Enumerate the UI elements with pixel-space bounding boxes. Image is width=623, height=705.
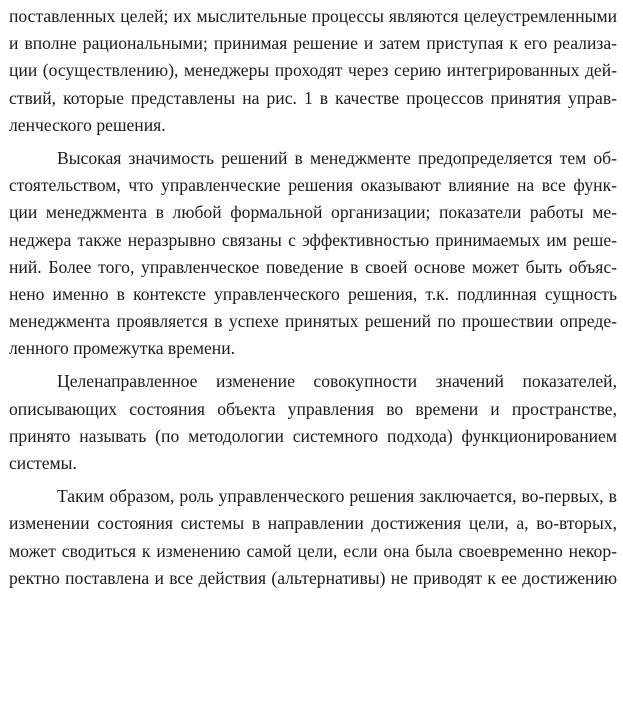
paragraph-1 (9, 3, 617, 139)
text-line: ствий, которые представлены на рис. 1 в качестве процессов принятия управ- (9, 87, 617, 108)
text-line: ции (осуществлению), менеджеры проходят через серию интегрированных дей- (9, 60, 617, 81)
text-line: неджера также неразрывно связаны с эффективностью принимаемых им реше- (9, 229, 617, 250)
text-line: изменении состояния системы в направлении достижения цели, а, во-вторых, (9, 513, 617, 534)
text-line: менеджмента проявляется в успехе принятых решений по прошествии опреде- (9, 311, 617, 332)
text-line: описывающих состояния объекта управления во времени и пространстве, (9, 398, 617, 419)
text-line: системы. (9, 453, 77, 473)
text-line: может сводиться к изменению самой цели, если она была своевременно некор- (9, 540, 617, 561)
paragraph-4 (9, 483, 617, 592)
text-line: ции менеджмента в любой формальной организации; показатели работы ме- (9, 202, 617, 223)
paragraph-2 (9, 145, 617, 363)
text-line: поставленных целей; их мыслительные процессы являются целеустремленными (9, 6, 617, 26)
text-line: Высокая значимость решений в менеджменте предопределяется тем об- (57, 147, 617, 168)
text-line: ленческого решения. (9, 114, 166, 135)
text-line: Целенаправленное изменение совокупности значений показателей, (57, 371, 617, 392)
text-line: ректно поставлена и все действия (альтернативы) не приводят к ее достижению (9, 567, 617, 588)
text-line: и вполне рациональными; принимая решение и затем приступая к его реализа- (9, 33, 617, 54)
document-text (9, 3, 617, 598)
paragraph-3 (9, 368, 617, 477)
text-line: принято называть (по методологии системного подхода) функционированием (9, 425, 617, 446)
text-line: ленного промежутка времени. (9, 338, 236, 359)
text-line: Таким образом, роль управленческого решения заключается, во-первых, в (57, 486, 617, 507)
text-line: стоятельством, что управленческие решения оказывают влияние на все функ- (9, 175, 617, 196)
text-line: ний. Более того, управленческое поведение в своей основе может быть объяс- (9, 256, 617, 277)
text-line: нено именно в контексте управленческого решения, т.к. подлинная сущность (9, 283, 617, 304)
